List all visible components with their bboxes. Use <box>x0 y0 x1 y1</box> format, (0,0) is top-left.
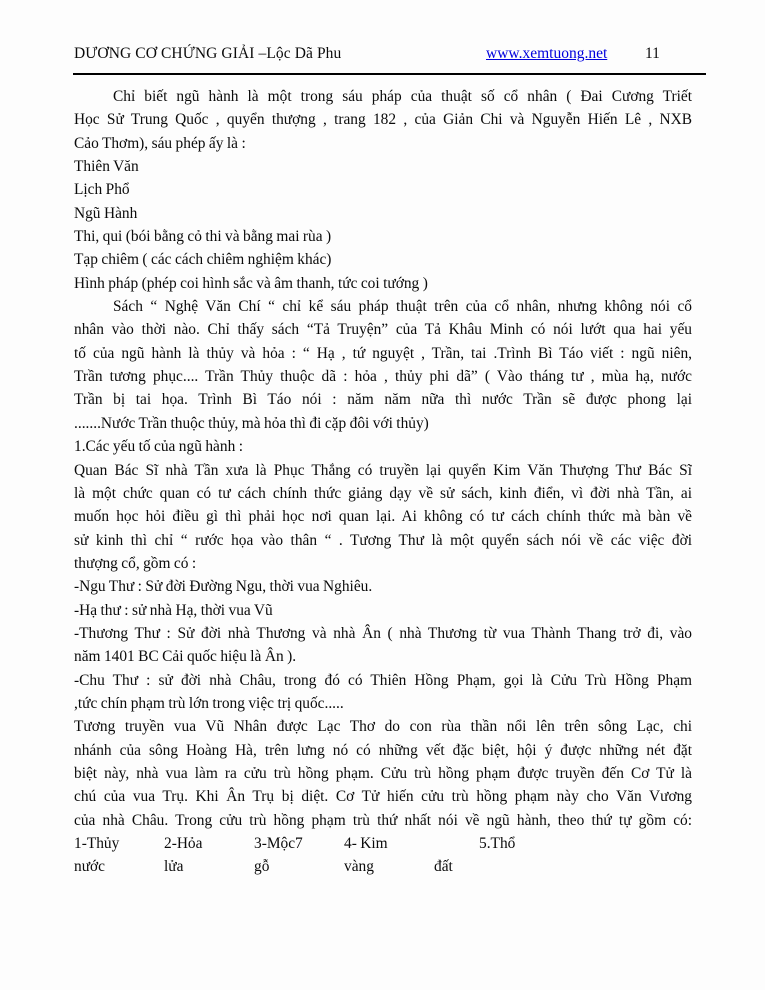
element-cell: nước <box>74 858 106 876</box>
text-line: của nhà Châu. Trong cửu trù hồng phạm trù thứ nhất nói về ngũ hành, theo thứ tự gồm có: <box>74 811 692 829</box>
text-line: -Ngu Thư : Sử đời Đường Ngu, thời vua Nghiêu. <box>74 578 373 596</box>
text-line: Ngũ Hành <box>74 204 138 222</box>
text-line: -Hạ thư : sử nhà Hạ, thời vua Vũ <box>74 601 273 619</box>
text-line: Thiên Văn <box>74 158 139 176</box>
text-line: thượng cổ, gồm có : <box>74 554 197 572</box>
text-line: Trần bị tai họa. Trình Bì Táo nói : năm năm nữa thì nước Trần sẽ được phong lại <box>74 391 692 409</box>
element-row <box>74 832 692 855</box>
text-line: Thi, qui (bói bằng cỏ thi và bằng mai rùa ) <box>74 228 332 246</box>
text-line: Học Sử Trung Quốc , quyển thượng , trang 182 , của Giản Chi và Nguyễn Hiến Lê , NXB <box>74 111 692 129</box>
text-line: biệt này, nhà vua làm ra cửu trù hồng phạm. Cửu trù hồng phạm được truyền đến Cơ Tử là <box>74 764 692 782</box>
text-line: nhân vào thời nào. Chỉ thấy sách “Tả Truyện” của Tả Khâu Minh có nói lướt qua hai yếu <box>74 321 692 339</box>
text-line: 1.Các yếu tố của ngũ hành : <box>74 438 243 456</box>
text-line: Cảo Thơm), sáu phép ấy là : <box>74 134 246 152</box>
text-line: Trần tương phục.... Trần Thủy thuộc dã : hỏa , thủy phi dã” ( Vào tháng tư , mùa hạ, nước <box>74 368 692 386</box>
element-cell: 5.Thổ <box>479 835 516 852</box>
text-line: Quan Bác Sĩ nhà Tần xưa là Phục Thắng có truyền lại quyển Kim Văn Thượng Thư Bác Sĩ <box>74 461 692 479</box>
text-line: là một chức quan có tư cách chính thức giảng dạy về sử sách, kinh điển, vì đời nhà Tần, ai <box>74 484 692 502</box>
page-number: 11 <box>645 45 660 62</box>
text-line: Tương truyền vua Vũ Nhân được Lạc Thơ do con rùa thần nổi lên trên sông Lạc, chi <box>74 718 692 736</box>
text-line: -Thương Thư : Sử đời nhà Thương và nhà Ân ( nhà Thương từ vua Thành Thang trở đi, vào <box>74 624 692 642</box>
element-row <box>74 855 692 878</box>
text-line: năm 1401 BC Cải quốc hiệu là Ân ). <box>74 648 297 666</box>
element-cell: đất <box>434 858 453 876</box>
text-line: Lịch Phổ <box>74 181 130 199</box>
text-line: Sách “ Nghệ Văn Chí “ chỉ kể sáu pháp thuật trên của cổ nhân, nhưng không nói cổ <box>113 298 692 316</box>
text-line: Tạp chiêm ( các cách chiêm nghiệm khác) <box>74 251 332 269</box>
website-link[interactable]: www.xemtuong.net <box>486 45 608 62</box>
element-cell: 3-Mộc7 <box>254 835 303 852</box>
text-line: .......Nước Trần thuộc thủy, mà hỏa thì đi cặp đôi với thủy) <box>74 414 429 432</box>
text-line: tố của ngũ hành là thủy và hỏa : “ Hạ , tứ nguyệt , Trần, tai .Trình Bì Táo viết : ngũ niên, <box>74 344 692 362</box>
text-line: -Chu Thư : sử đời nhà Châu, trong đó có Thiên Hồng Phạm, gọi là Cửu Trù Hồng Phạm <box>74 671 692 689</box>
text-line: Chỉ biết ngũ hành là một trong sáu pháp của thuật số cổ nhân ( Đai Cương Triết <box>113 88 692 105</box>
text-line: ,tức chín phạm trù lớn trong việc trị quốc..... <box>74 694 344 712</box>
book-title: DƯƠNG CƠ CHỨNG GIẢI –Lộc Dã Phu <box>74 45 342 62</box>
element-cell: gỗ <box>254 858 270 876</box>
text-line: muốn học hỏi điều gì thì phải học nơi quan lại. Ai không có tư cách chính thức mà bàn về <box>74 508 692 526</box>
element-cell: 4- Kim <box>344 835 388 852</box>
element-cell: 1-Thủy <box>74 835 120 852</box>
element-cell: 2-Hỏa <box>164 835 203 852</box>
element-cell: lửa <box>164 858 184 876</box>
page-body <box>74 85 692 879</box>
header-divider <box>73 73 706 75</box>
element-cell: vàng <box>344 858 374 876</box>
text-line: chú của vua Trụ. Khi Ân Trụ bị diệt. Cơ Tử hiến cửu trù hồng phạm này cho Văn Vương <box>74 788 692 806</box>
text-line: nhánh của sông Hoàng Hà, trên lưng nó có những vết đặc biệt, hội ý được những nét đặt <box>74 741 692 759</box>
text-line: Hình pháp (phép coi hình sắc và âm thanh, tức coi tướng ) <box>74 274 428 292</box>
text-line: sử kinh thì chỉ “ rước họa vào thân “ . Tương Thư là một quyển sách nói về các việc đời <box>74 531 692 549</box>
